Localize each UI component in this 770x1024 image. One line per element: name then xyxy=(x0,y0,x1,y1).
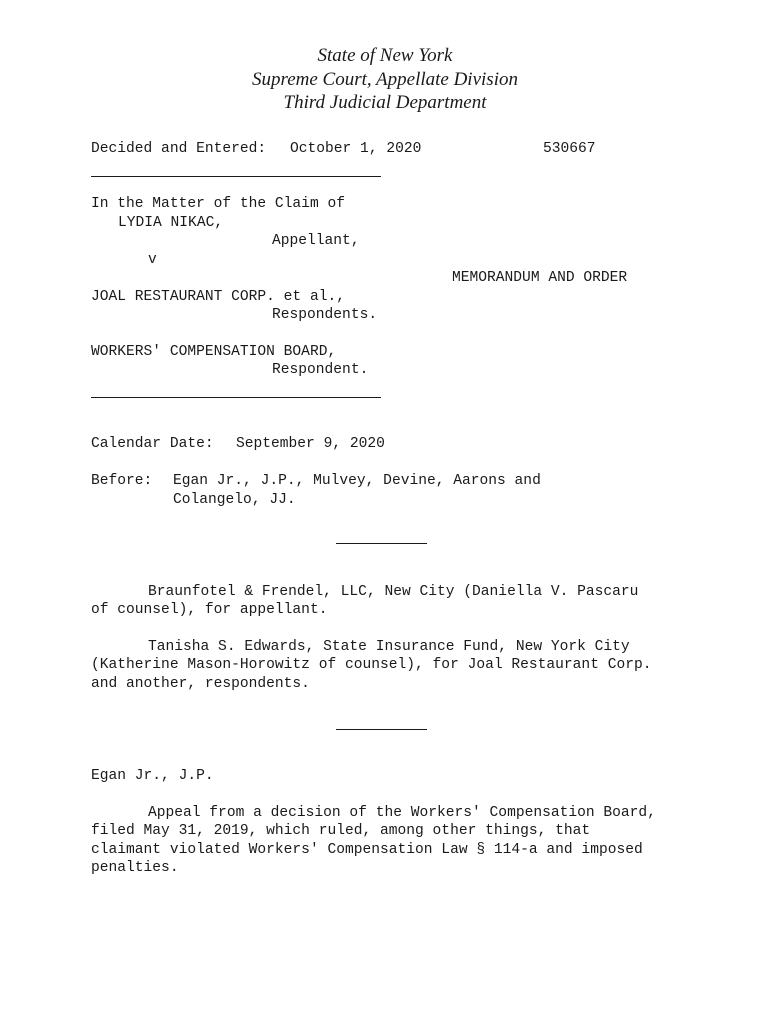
calendar-date: September 9, 2020 xyxy=(236,436,385,452)
caption-bottom-rule xyxy=(91,397,381,398)
counsel-appellant-line2: of counsel), for appellant. xyxy=(91,602,328,618)
caption-claimant: LYDIA NIKAC, xyxy=(118,215,224,231)
caption-claimant-role: Appellant, xyxy=(272,233,360,249)
court-name: Supreme Court, Appellate Division xyxy=(252,68,518,90)
counsel-respondents-line3: and another, respondents. xyxy=(91,676,310,692)
caption-respondent2-role: Respondent. xyxy=(272,362,369,378)
counsel-respondents-line2: (Katherine Mason-Horowitz of counsel), for Joal Restaurant Corp. xyxy=(91,657,652,673)
counsel-appellant-line1: Braunfotel & Frendel, LLC, New City (Daniella V. Pascaru xyxy=(148,584,639,600)
caption-respondent2: WORKERS' COMPENSATION BOARD, xyxy=(91,344,337,360)
opinion-line4: penalties. xyxy=(91,860,179,876)
caption-respondent1-role: Respondents. xyxy=(272,307,378,323)
before-panel-line2: Colangelo, JJ. xyxy=(173,492,296,508)
before-panel-line1: Egan Jr., J.P., Mulvey, Devine, Aarons and xyxy=(173,473,541,489)
decided-date: October 1, 2020 xyxy=(290,141,422,157)
calendar-label: Calendar Date: xyxy=(91,436,214,452)
decided-label: Decided and Entered: xyxy=(91,141,267,157)
court-department: Third Judicial Department xyxy=(283,92,487,113)
section-divider-1 xyxy=(336,543,427,544)
opinion-line3: claimant violated Workers' Compensation Law § 114-a and imposed xyxy=(91,842,643,858)
opinion-line2: filed May 31, 2019, which ruled, among other things, that xyxy=(91,823,591,839)
before-label: Before: xyxy=(91,473,153,489)
caption-respondent1: JOAL RESTAURANT CORP. et al., xyxy=(91,289,345,305)
opinion-author: Egan Jr., J.P. xyxy=(91,768,214,784)
case-number: 530667 xyxy=(543,141,596,157)
caption-versus: v xyxy=(148,252,157,268)
caption-top-rule xyxy=(91,176,381,177)
opinion-line1: Appeal from a decision of the Workers' Compensation Board, xyxy=(148,805,656,821)
document-title: MEMORANDUM AND ORDER xyxy=(452,270,628,286)
section-divider-2 xyxy=(336,729,427,730)
court-state: State of New York xyxy=(317,45,453,66)
caption-matter: In the Matter of the Claim of xyxy=(91,196,345,212)
counsel-respondents-line1: Tanisha S. Edwards, State Insurance Fund, New York City xyxy=(148,639,630,655)
court-header xyxy=(0,44,770,115)
